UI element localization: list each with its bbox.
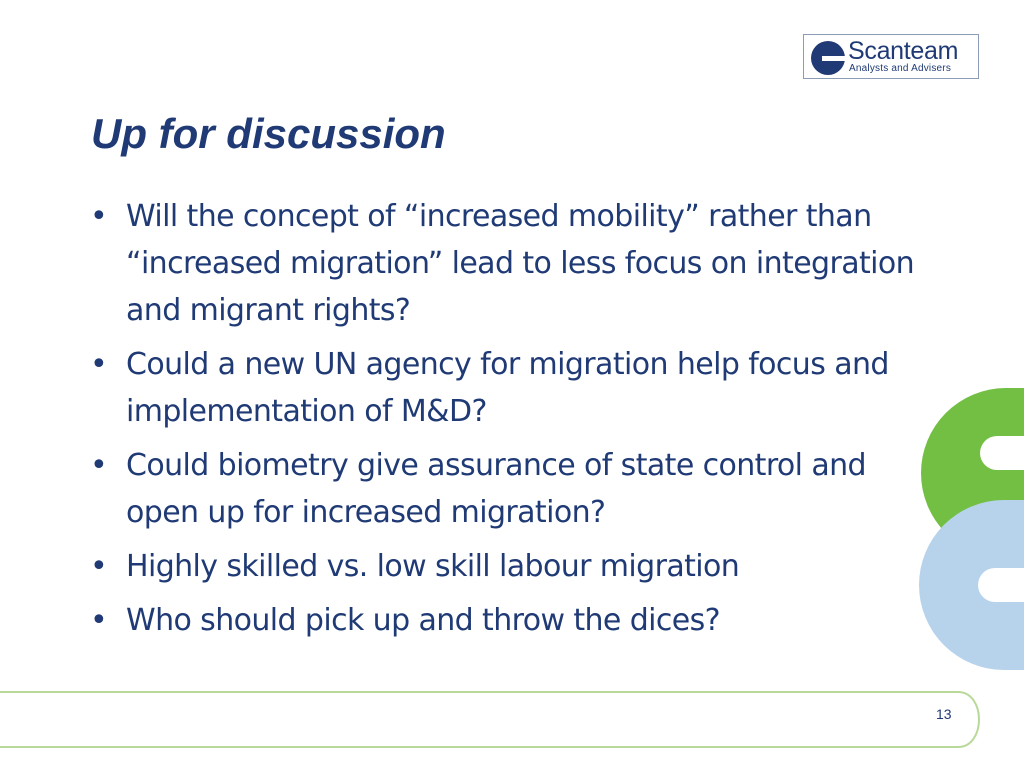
bullet-text: Who should pick up and throw the dices? <box>126 603 720 638</box>
logo-name: Scanteam <box>848 37 959 65</box>
logo-tagline: Analysts and Advisers <box>849 63 952 74</box>
slide-title: Up for discussion <box>91 110 446 157</box>
bullet-marker: • <box>90 549 108 584</box>
bullet-item <box>84 193 944 334</box>
bullet-marker: • <box>90 199 108 234</box>
bullet-marker: • <box>90 448 108 483</box>
bullet-text: Will the concept of “increased mobility” rather than “increased migration” lead to less focus on integration and migrant rights? <box>126 199 915 328</box>
footer-bracket-line <box>0 692 979 747</box>
bullet-item <box>84 442 944 536</box>
scanteam-logo <box>803 34 979 79</box>
bullet-text: Could a new UN agency for migration help focus and implementation of M&D? <box>126 347 889 429</box>
bullet-text: Highly skilled vs. low skill labour migration <box>126 549 740 584</box>
bullet-marker: • <box>90 347 108 382</box>
bullet-item <box>84 341 944 435</box>
bullet-text: Could biometry give assurance of state control and open up for increased migration? <box>126 448 866 530</box>
bullet-item <box>84 597 944 644</box>
bullet-list <box>84 193 944 651</box>
scanteam-logo-mark-icon <box>810 40 846 76</box>
bullet-item <box>84 543 944 590</box>
bullet-marker: • <box>90 603 108 638</box>
page-number: 13 <box>936 706 952 722</box>
